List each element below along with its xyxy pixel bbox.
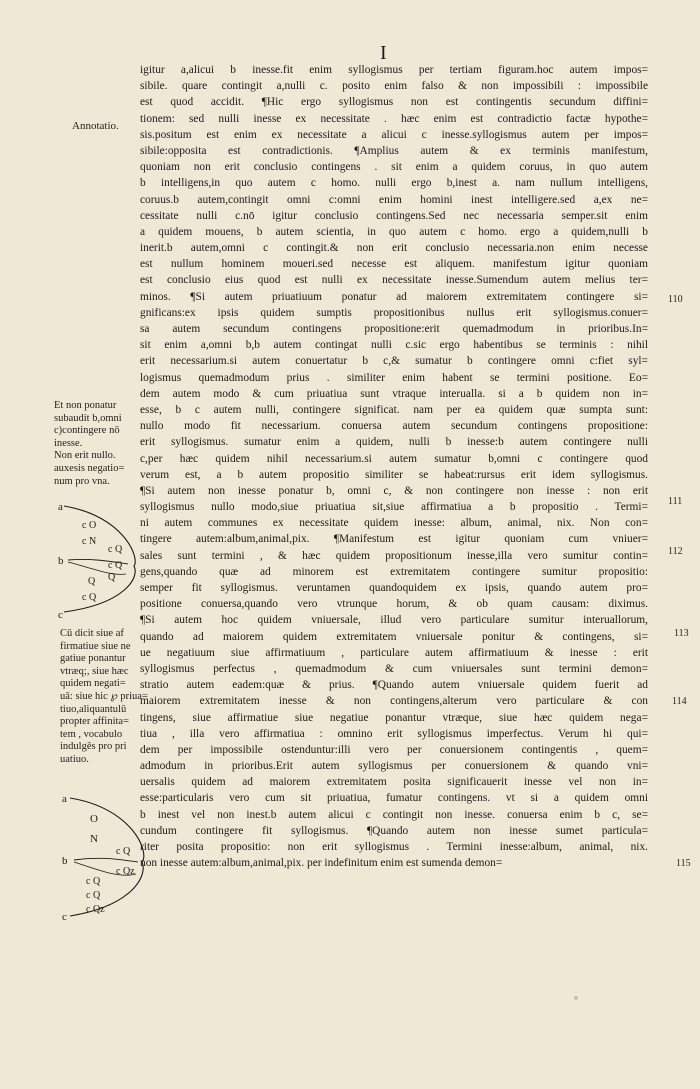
margin-gloss-first [54, 400, 140, 488]
right-note-113: 113 [674, 628, 689, 639]
text-line: inerit.b autem,omni c contingit.& non erit conclusio necessaria.non enim necesse [140, 242, 648, 255]
text-line: quando ad maiorem quidem extremitatem vniuersale ponitur & contingens, si= [140, 630, 648, 643]
text-line: est nullum hominem moueri.sed necesse est aliquem. manifestum igitur quoniam [140, 258, 648, 271]
text-line: ¶Si autem hoc quidem vniuersale, illud vero particulare sumitur interuallorum, [140, 614, 648, 627]
diagram-second-left-1: N [90, 833, 98, 845]
text-line: stratio autem eadem:quæ & prius. ¶Quando autem vniuersale quidem fuerit ad [140, 679, 648, 692]
diagram-first-right-2: Q [108, 572, 116, 583]
text-line: minos. ¶Si autem priuatiuum ponatur ad maiorem extremitatem contingere si= [140, 290, 648, 303]
syllogism-diagram-second [58, 792, 152, 922]
gloss-first-line: num pro vna. [54, 475, 110, 487]
text-line: logismus quemadmodum prius . similiter enim habent se termini positione. Eo= [140, 371, 648, 384]
diagram-first-top: a [58, 501, 63, 513]
text-line: positione conuersa,quando vero vtrunque horum, & ob quam causam: diximus. [140, 598, 648, 611]
margin-gloss-second [60, 628, 146, 767]
folio-number: I [380, 42, 387, 64]
diagram-second-left-2: c Q [86, 876, 101, 887]
diagram-first-middle: b [58, 555, 64, 567]
annotation-label: Annotatio. [72, 120, 119, 132]
diagram-second-bottom: c [62, 911, 67, 922]
text-line: admodum in prioribus.Erit autem syllogismus per conuersionem & quando vni= [140, 760, 648, 773]
gloss-second-line: tem , vocabulo [60, 728, 123, 740]
right-note-115: 115 [676, 858, 691, 869]
gloss-first-line: c)contingere nō [54, 425, 120, 437]
text-line: a quidem mouens, b autem scientia, in quo autem c homo. ergo a quidem,nulli b [140, 225, 648, 238]
text-line: sis.positum est enim ex necessitate a alicui c inesse.syllogismus autem per impos= [140, 128, 648, 141]
main-text-block [140, 62, 648, 871]
text-line: dem autem modo & cum priuatiua sunt vtraque interualla. si a b quidem non in= [140, 387, 648, 400]
gloss-first-line: auxesis negatio= [54, 462, 125, 474]
text-line: sibile. quare contingit a,nulli c. posito enim falso & non impossibili : impossibile [140, 80, 648, 93]
gloss-second-line: firmatiue siue ne [60, 640, 131, 652]
diagram-first-left-3: c Q [82, 592, 97, 603]
text-line: esse:particularis vero cum sit priuatiua, fumatur contingens. vt si a quidem omni [140, 792, 648, 805]
text-line: erit necessarium.si autem conuertatur b c,& sumatur b contingere omni c:fiet syl= [140, 355, 648, 368]
diagram-first-left-1: c N [82, 536, 97, 547]
text-line: semper fit syllogismus. veruntamen quandoquidem ex ipsis, quando autem pro= [140, 582, 648, 594]
diagram-second-left-0: O [90, 813, 98, 825]
gloss-second-line: tiuo,aliquantulū [60, 703, 127, 715]
text-line: coruus.b autem,contingit omni c:omni enim homini inest intelligere.sed a,ex ne= [140, 193, 648, 206]
gloss-second-line: uā: siue hic ℘ priua= [60, 690, 148, 702]
text-line: igitur a,alicui b inesse.fit enim syllogismus per tertiam figuram.hoc autem impos= [140, 64, 648, 76]
diagram-second-left-3: c Q [86, 890, 101, 901]
text-line: tiua , illa vero affirmatiua : omnino erit syllogismus imperfectus. Verum hi qui= [140, 727, 648, 740]
text-line: gnificans:ex ipsis quidem sumptis propositionibus nullus erit syllogismus.conuer= [140, 306, 648, 319]
gloss-second-line: vtræq;, siue hæc [60, 665, 129, 677]
diagram-first-left-0: c O [82, 520, 97, 531]
text-line: ni autem communes ex necessitate quidem inesse: album, animal, nix. Non con= [140, 517, 648, 530]
text-line: ¶Si autem non inesse ponatur b, omni c, & non contingere non inesse : non erit [140, 484, 648, 497]
text-line: cessitate nulli c.nō igitur conclusio contingens.Sed nec necessaria semper.sit enim [140, 209, 648, 222]
diagram-second-right-1: c Qz [116, 866, 135, 877]
gloss-first-line: Et non ponatur [54, 400, 117, 411]
text-line: riter posita propositio: non erit syllogismus . Termini inesse:album, animal, nix. [140, 841, 648, 853]
text-line: gens,quando quæ ad minorem est extremitatem contingere sumitur propositio: [140, 565, 648, 578]
diagram-first-right-0: c Q [108, 544, 123, 555]
right-note-114: 114 [672, 696, 687, 707]
text-line: verum est, a b autem propositio similiter se habeat:rursus erit idem syllogismus. [140, 468, 648, 481]
text-line: b inest vel non inest.b autem alicui c contingit non inesse. conuersa enim b c, se= [140, 808, 648, 821]
text-line: esse, b c autem nulli, contingere significat. nam per ea quidem quæ sumpta sunt: [140, 403, 648, 416]
text-line: cundum contingere fit syllogismus. ¶Quando autem non inesse sumet particula= [140, 824, 648, 837]
text-line: tionem: sed nulli inesse ex necessitate . hæc enim est contradictio factæ hypothe= [140, 112, 648, 125]
text-line: erit syllogismus. sumatur enim a quidem, nulli b inesse:b autem contingere nulli [140, 436, 648, 449]
text-line: dem per impossibile ostenduntur:illi vero per conuersionem contingentis , quem= [140, 743, 648, 756]
text-line: tingere autem:album,animal,pix. ¶Manifestum est igitur quoniam cum vniuer= [140, 533, 648, 546]
text-line: quoniam non erit conclusio contingens . sit enim a quidem coruus, in quo autem [140, 161, 648, 174]
text-line: uersalis quidem ad maiorem extremitatem posita significauerit inesse vel non in= [140, 776, 648, 789]
text-line: syllogismus perfectus , quemadmodum & cum vniuersales sunt termini demon= [140, 662, 648, 675]
text-line: b intelligens,in quo autem c homo. nulli ergo b,inest a. nam nullum intelligens, [140, 177, 648, 190]
gloss-second-line: Cū dicit siue af [60, 628, 124, 639]
diagram-first-right-1: c Q [108, 560, 123, 571]
text-line: tingens, siue affirmatiue siue negatiue ponantur vtræque, siue hæc quidem nega= [140, 711, 648, 724]
text-line: non inesse autem:album,animal,pix. per indefinitum enim est sumenda demon= [140, 857, 503, 870]
diagram-second-top: a [62, 793, 67, 805]
right-note-110: 110 [668, 294, 683, 305]
text-line: sibile:opposita est contradictionis. ¶Amplius autem & ex terminis manifestum, [140, 144, 648, 157]
text-line: nullo modo fit necessarium. conuersa autem secundum contingens propositione: [140, 420, 648, 433]
diagram-second-right-0: c Q [116, 846, 131, 857]
text-line: ue negatiuum siue affirmatiuum , particulare autem affirmatiuum & inesse : erit [140, 646, 648, 659]
text-line: sa autem secundum contingens propositione:erit quemadmodum in prioribus.In= [140, 323, 648, 335]
gloss-second-line: indulgēs pro pri [60, 741, 127, 753]
diagram-first-left-2: Q [88, 576, 96, 587]
right-note-112: 112 [668, 546, 683, 557]
diagram-first-bottom: c [58, 609, 63, 620]
text-line: maiorem extremitatem inesse & non contingens,alterum vero particulare & con [140, 695, 648, 708]
gloss-first-line: subaudit b,omni [54, 412, 122, 424]
text-line: sit enim a,omni b,b autem contingat nulli c.sic ergo habentibus se terminis : nihil [140, 339, 648, 352]
gloss-second-line: quidem negati= [60, 678, 126, 690]
gloss-second-line: propter affinita= [60, 716, 129, 728]
syllogism-diagram-first [54, 500, 144, 620]
diagram-second-left-4: c Qz [86, 904, 105, 915]
text-line: est conclusio eius quod est nulli ex necessitate inesse.Sumendum autem melius ter= [140, 274, 648, 287]
text-line: syllogismus nullo modo,siue priuatiua sit,siue affirmatiua a b propositio . Termi= [140, 501, 648, 514]
gloss-second-line: gatiue ponantur [60, 653, 126, 665]
text-line: est quod accidit. ¶Hic ergo syllogismus non est contingentis secundum diffini= [140, 96, 648, 109]
text-line: c,per hæc quidem nihil necessarium.si autem sumatur b,omni c contingere quod [140, 452, 648, 465]
gloss-second-line: uatiuo. [60, 753, 89, 765]
paper-spot [574, 996, 578, 1000]
diagram-second-middle: b [62, 855, 68, 867]
gloss-first-line: Non erit nullo. [54, 450, 116, 462]
text-line: sales sunt termini , & hæc quidem propositionum inesse,illa vero sumitur contin= [140, 549, 648, 562]
right-note-111: 111 [668, 496, 683, 507]
gloss-first-line: inesse. [54, 437, 83, 449]
